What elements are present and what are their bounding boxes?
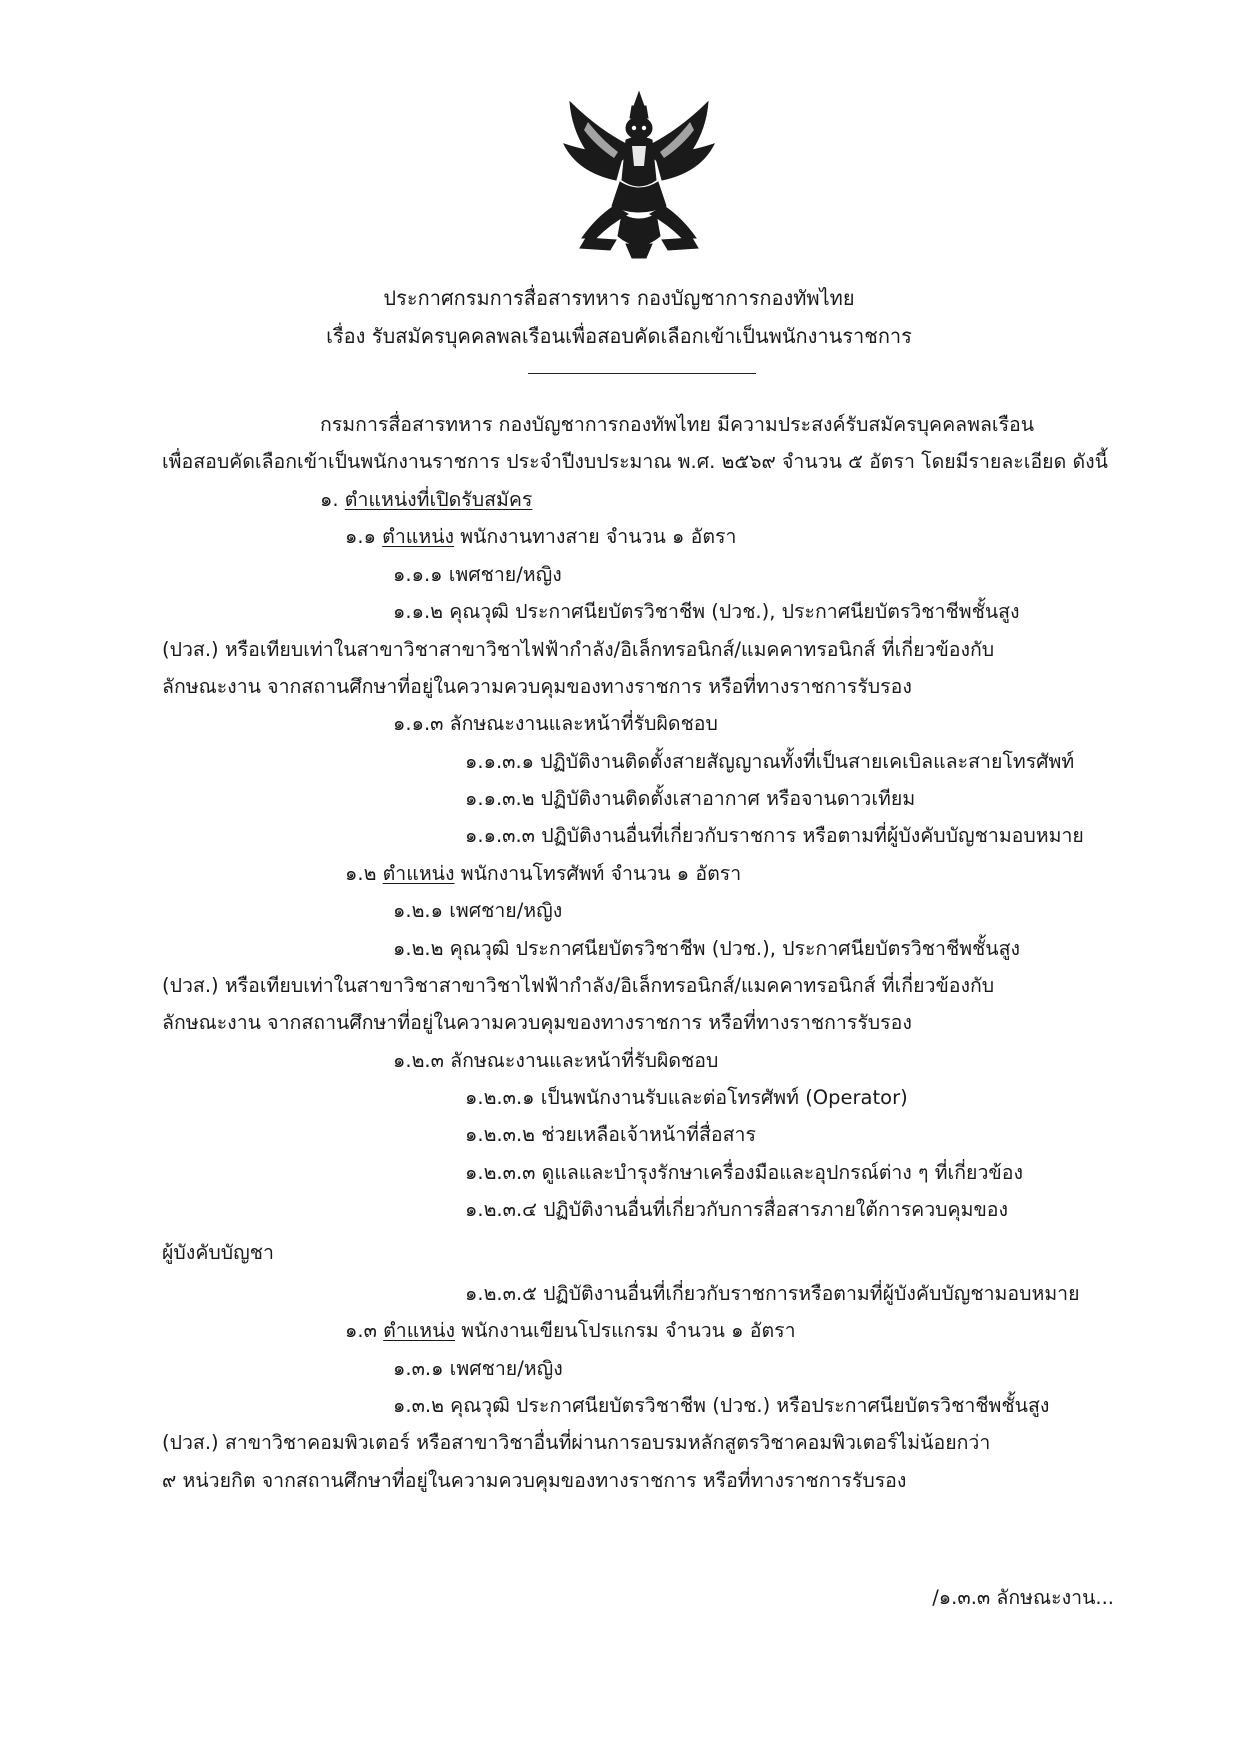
p12-duty-2: ๑.๒.๓.๒ ช่วยเหลือเจ้าหน้าที่สื่อสาร: [465, 1123, 756, 1146]
p12-duties-heading: ๑.๒.๓ ลักษณะงานและหน้าที่รับผิดชอบ: [393, 1049, 719, 1072]
position-label: ตำแหน่ง: [382, 525, 455, 548]
p12-duty-1: ๑.๒.๓.๑ เป็นพนักงานรับและต่อโทรศัพท์ (Operator): [465, 1086, 908, 1109]
p13-qual-line-1: ๑.๓.๒ คุณวุฒิ ประกาศนียบัตรวิชาชีพ (ปวช.) หรือประกาศนียบัตรวิชาชีพชั้นสูง: [393, 1394, 1050, 1417]
p13-qual-line-3: ๙ หน่วยกิต จากสถานศึกษาที่อยู่ในความควบคุมของทางราชการ หรือที่ทางราชการรับรอง: [162, 1469, 907, 1492]
p11-duty-2: ๑.๑.๓.๒ ปฏิบัติงานติดตั้งเสาอากาศ หรือจานดาวเทียม: [465, 787, 916, 810]
p11-qual-line-3: ลักษณะงาน จากสถานศึกษาที่อยู่ในความควบคุมของทางราชการ หรือที่ทางราชการรับรอง: [162, 675, 912, 698]
p11-duty-1: ๑.๑.๓.๑ ปฏิบัติงานติดตั้งสายสัญญาณทั้งที่เป็นสายเคเบิลและสายโทรศัพท์: [465, 750, 1075, 773]
p12-sex: ๑.๒.๑ เพศชาย/หญิง: [393, 899, 563, 922]
p12-qual-line-2: (ปวส.) หรือเทียบเท่าในสาขาวิชาสาขาวิชาไฟฟ้ากำลัง/อิเล็กทรอนิกส์/แมคคาทรอนิกส์ ที่เกี่ยวข้องกับ: [162, 974, 995, 997]
p12-duty-3: ๑.๒.๓.๓ ดูแลและบำรุงรักษาเครื่องมือและอุปกรณ์ต่าง ๆ ที่เกี่ยวข้อง: [465, 1161, 1023, 1184]
p11-duties-heading: ๑.๑.๓ ลักษณะงานและหน้าที่รับผิดชอบ: [393, 712, 718, 735]
p12-qual-line-1: ๑.๒.๒ คุณวุฒิ ประกาศนียบัตรวิชาชีพ (ปวช.), ประกาศนียบัตรวิชาชีพชั้นสูง: [393, 937, 1021, 960]
subject-title: เรื่อง รับสมัครบุคคลพลเรือนเพื่อสอบคัดเลือกเข้าเป็นพนักงานราชการ: [326, 324, 912, 348]
position-1-3-number: ๑.๓: [345, 1319, 377, 1342]
position-1-1-number: ๑.๑: [345, 525, 376, 548]
position-label: ตำแหน่ง: [382, 862, 455, 885]
garuda-emblem-icon: [556, 88, 722, 260]
p12-duty-5: ๑.๒.๓.๕ ปฏิบัติงานอื่นที่เกี่ยวกับราชการหรือตามที่ผู้บังคับบัญชามอบหมาย: [465, 1282, 1080, 1305]
page-continuation-note: /๑.๓.๓ ลักษณะงาน...: [932, 1586, 1114, 1609]
intro-line-2: เพื่อสอบคัดเลือกเข้าเป็นพนักงานราชการ ประจำปีงบประมาณ พ.ศ. ๒๕๖๙ จำนวน ๕ อัตรา โดยมีรายละเอียด ดังนี้: [162, 450, 1108, 473]
p12-duty-4-continued: ผู้บังคับบัญชา: [162, 1241, 274, 1264]
section-1-number: ๑.: [320, 488, 339, 511]
position-1-1-title: พนักงานทางสาย จำนวน ๑ อัตรา: [454, 525, 737, 548]
position-1-2-title: พนักงานโทรศัพท์ จำนวน ๑ อัตรา: [454, 862, 742, 885]
p11-sex: ๑.๑.๑ เพศชาย/หญิง: [393, 563, 562, 586]
position-1-3: [345, 1321, 796, 1341]
p13-sex: ๑.๓.๑ เพศชาย/หญิง: [393, 1357, 563, 1380]
position-1-3-title: พนักงานเขียนโปรแกรม จำนวน ๑ อัตรา: [455, 1319, 796, 1342]
p11-duty-3: ๑.๑.๓.๓ ปฏิบัติงานอื่นที่เกี่ยวกับราชการ หรือตามที่ผู้บังคับบัญชามอบหมาย: [465, 824, 1084, 847]
position-label: ตำแหน่ง: [383, 1319, 456, 1342]
issuer-title: ประกาศกรมการสื่อสารทหาร กองบัญชาการกองทัพไทย: [383, 286, 855, 310]
section-1-title: ตำแหน่งที่เปิดรับสมัคร: [344, 488, 533, 511]
intro-line-1: กรมการสื่อสารทหาร กองบัญชาการกองทัพไทย มีความประสงค์รับสมัครบุคคลพลเรือน: [320, 413, 1035, 436]
section-1-heading: [320, 490, 532, 510]
p12-qual-line-3: ลักษณะงาน จากสถานศึกษาที่อยู่ในความควบคุมของทางราชการ หรือที่ทางราชการรับรอง: [162, 1011, 912, 1034]
position-1-2: [345, 864, 741, 884]
p11-qual-line-2: (ปวส.) หรือเทียบเท่าในสาขาวิชาสาขาวิชาไฟฟ้ากำลัง/อิเล็กทรอนิกส์/แมคคาทรอนิกส์ ที่เกี่ยวข้องกับ: [162, 638, 995, 661]
position-1-2-number: ๑.๒: [345, 862, 377, 885]
p12-duty-4: ๑.๒.๓.๔ ปฏิบัติงานอื่นที่เกี่ยวกับการสื่อสารภายใต้การควบคุมของ: [465, 1198, 1009, 1221]
p11-qual-line-1: ๑.๑.๒ คุณวุฒิ ประกาศนียบัตรวิชาชีพ (ปวช.), ประกาศนียบัตรวิชาชีพชั้นสูง: [393, 600, 1020, 623]
title-divider: [528, 373, 756, 374]
p13-qual-line-2: (ปวส.) สาขาวิชาคอมพิวเตอร์ หรือสาขาวิชาอื่นที่ผ่านการอบรมหลักสูตรวิชาคอมพิวเตอร์ไม่น้อยกว่า: [162, 1431, 991, 1454]
position-1-1: [345, 527, 736, 547]
